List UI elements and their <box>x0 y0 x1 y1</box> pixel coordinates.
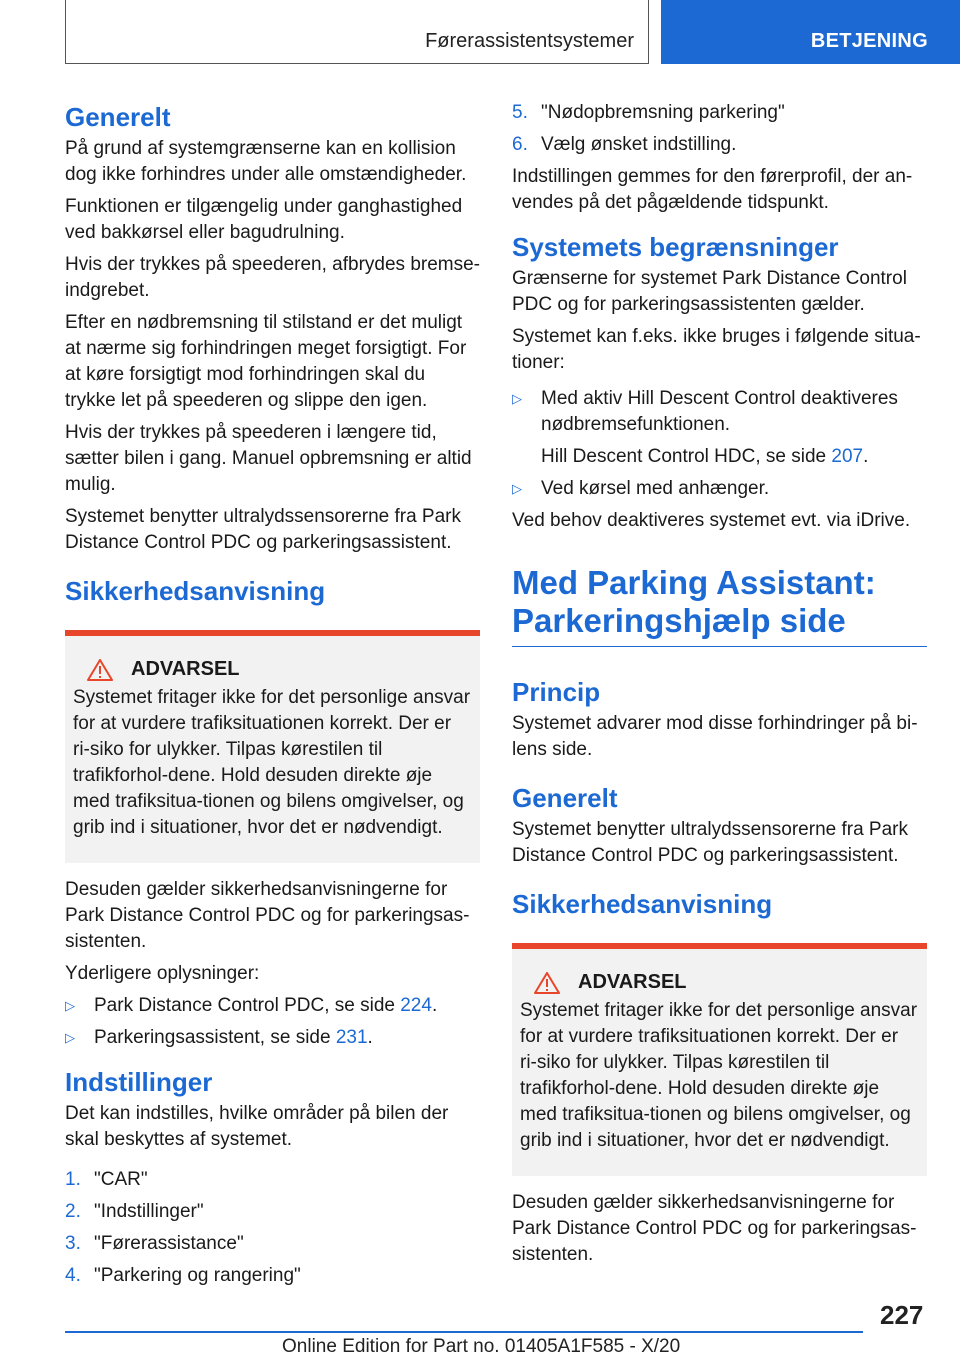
step-item: 3. "Førerassistance" <box>65 1233 244 1254</box>
paragraph: Ved behov deaktiveres systemet evt. via iDrive. <box>512 510 911 531</box>
heading-princip: Princip <box>512 677 601 707</box>
footer-divider <box>65 1331 863 1333</box>
heading-parking-assistant: Med Parking Assistant: Parkeringshjælp side <box>512 564 927 647</box>
steps-list <box>65 1167 480 1289</box>
warning-box <box>512 943 927 1176</box>
paragraph: Hvis der trykkes på speederen i længere tid, sætter bilen i gang. Manuel opbremsning er altid mulig. <box>65 422 472 495</box>
paragraph: Desuden gælder sikkerhedsanvisningerne for Park Distance Control PDC og for parkeringsas-sistenten. <box>512 1192 917 1265</box>
page-link-231[interactable]: 231 <box>335 1027 368 1048</box>
step-item: 5. "Nødopbremsning parkering" <box>512 102 785 123</box>
page-link-207[interactable]: 207 <box>831 446 864 467</box>
page-link-224[interactable]: 224 <box>400 995 432 1016</box>
paragraph: Efter en nødbremsning til stilstand er det muligt at nærme sig forhindringen meget forsigtigt. For at køre forsigtigt mod forhindringen skal du trykke let på speederen og slippe den igen. <box>65 312 467 411</box>
heading-indstillinger: Indstillinger <box>65 1067 213 1097</box>
paragraph: Grænserne for systemet Park Distance Control PDC og for parkeringsassistenten gælder. <box>512 268 907 315</box>
warning-label: ADVARSEL <box>578 971 687 993</box>
paragraph: Systemet advarer mod disse forhindringer på bi-lens side. <box>512 713 918 760</box>
header-chapter-tab[interactable] <box>661 0 960 64</box>
heading-systemets-begraensninger: Systemets begrænsninger <box>512 232 839 262</box>
step-item: 6. Vælg ønsket indstilling. <box>512 134 737 155</box>
paragraph: Yderligere oplysninger: <box>65 963 260 984</box>
warning-header <box>73 658 472 681</box>
heading-sikkerhedsanvisning-right: Sikkerhedsanvisning <box>512 889 773 919</box>
paragraph: Systemet kan f.eks. ikke bruges i følgende situa-tioner: <box>512 326 921 373</box>
header-section-title: Førerassistentsystemer <box>425 30 634 52</box>
bullet-triangle-icon: ▷ <box>512 391 522 406</box>
right-column <box>512 100 927 1274</box>
header-section-box <box>65 0 649 64</box>
list-item-sub: Hill Descent Control HDC, se side 207. <box>541 446 869 467</box>
heading-generelt-right: Generelt <box>512 783 618 813</box>
paragraph: Systemet benytter ultralydssensorerne fra Park Distance Control PDC og parkeringsassistent. <box>512 819 909 866</box>
header-chapter-label: BETJENING <box>810 30 928 52</box>
bullet-triangle-icon: ▷ <box>512 481 522 496</box>
paragraph: Funktionen er tilgængelig under ganghastighed ved bakkørsel eller bagudrulning. <box>65 196 463 243</box>
paragraph: Systemet benytter ultralydssensorerne fra Park Distance Control PDC og parkeringsassistent. <box>65 506 462 553</box>
warning-header <box>520 971 919 994</box>
step-item: 1. "CAR" <box>65 1169 148 1190</box>
heading-generelt: Generelt <box>65 102 171 132</box>
step-item: 4. "Parkering og rangering" <box>65 1265 301 1286</box>
footer-edition-text: Online Edition for Part no. 01405A1F585 - X/20 <box>282 1336 681 1357</box>
info-list <box>65 993 480 1051</box>
limitations-list <box>512 386 927 502</box>
step-item: 2. "Indstillinger" <box>65 1201 204 1222</box>
list-item: ▷ Park Distance Control PDC, se side 224. <box>65 993 480 1019</box>
list-item: ▷ Ved kørsel med anhænger. <box>512 476 927 502</box>
warning-label: ADVARSEL <box>131 658 240 680</box>
list-item: ▷ Med aktiv Hill Descent Control deaktiveres nødbremsefunktionen. Hill Descent Control HDC, se side 207. <box>512 386 927 470</box>
paragraph: På grund af systemgrænserne kan en kollision dog ikke forhindres under alle omstændigheder. <box>65 138 467 185</box>
warning-text: Systemet fritager ikke for det personlige ansvar for at vurdere trafiksituationen korrekt. Der er ri-siko for ulykker. Tilpas kørestilen til trafikforhol-dene. Hold desuden direkte øje med trafiksitua-tionen og bilens omgivelser, og grib ind i situationer, hvor det er nødvendigt. <box>520 1000 918 1151</box>
warning-triangle-icon <box>87 659 113 681</box>
warning-box <box>65 630 480 863</box>
paragraph: Desuden gælder sikkerhedsanvisningerne for Park Distance Control PDC og for parkeringsas-sistenten. <box>65 879 470 952</box>
heading-sikkerhedsanvisning: Sikkerhedsanvisning <box>65 576 326 606</box>
paragraph: Indstillingen gemmes for den førerprofil, der an-vendes på det pågældende tidspunkt. <box>512 166 913 213</box>
steps-list-continued <box>512 100 927 158</box>
warning-triangle-icon <box>534 972 560 994</box>
warning-text: Systemet fritager ikke for det personlige ansvar for at vurdere trafiksituationen korrekt. Der er ri-siko for ulykker. Tilpas kørestilen til trafikforhol-dene. Hold desuden direkte øje med trafiksitua-tionen og bilens omgivelser, og grib ind i situationer, hvor det er nødvendigt. <box>73 687 471 838</box>
list-item: ▷ Parkeringsassistent, se side 231. <box>65 1025 480 1051</box>
bullet-triangle-icon: ▷ <box>65 998 75 1013</box>
paragraph: Det kan indstilles, hvilke områder på bilen der skal beskyttes af systemet. <box>65 1103 449 1150</box>
paragraph: Hvis der trykkes på speederen, afbrydes bremse-indgrebet. <box>65 254 481 301</box>
left-column <box>65 100 480 1295</box>
bullet-triangle-icon: ▷ <box>65 1030 75 1045</box>
page-number: 227 <box>880 1300 924 1330</box>
